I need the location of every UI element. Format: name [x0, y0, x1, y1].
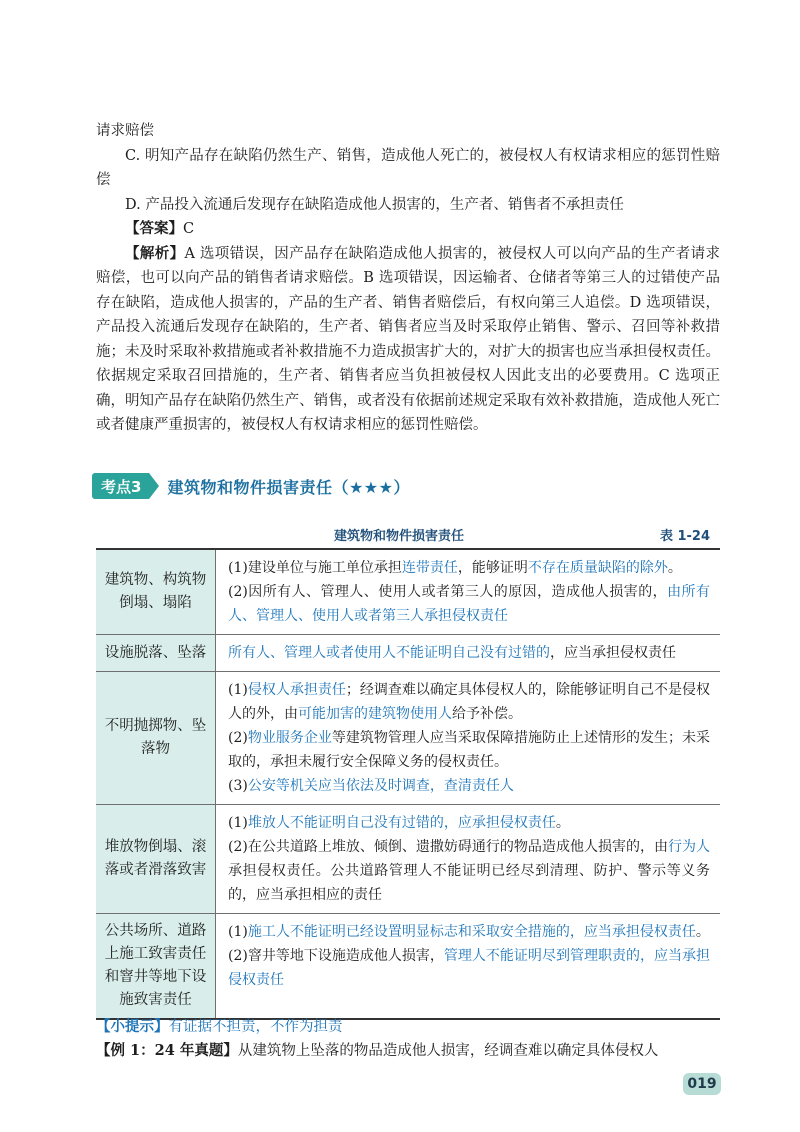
description-paragraph	[228, 811, 710, 835]
table-row-description	[216, 805, 720, 913]
description-paragraph	[228, 641, 710, 665]
highlighted-text: 由所有人、管理人、使用人或者第三人承担侵权责任	[228, 584, 710, 624]
section-header	[92, 471, 722, 501]
table-row	[96, 805, 720, 914]
plain-text: (1)	[228, 815, 248, 831]
example-label: 【例 1：24 年真题】	[96, 1042, 238, 1059]
plain-text: 。	[695, 924, 710, 940]
table-row-category: 堆放物倒塌、滚落或者滑落致害	[96, 805, 216, 913]
highlighted-text: 所有人、管理人或者使用人不能证明自己没有过错的	[228, 645, 550, 661]
highlighted-text: 堆放人不能证明自己没有过错的，应承担侵权责任	[247, 815, 556, 831]
highlighted-text: 施工人不能证明已经设置明显标志和采取安全措施的，应当承担侵权责任	[247, 924, 696, 940]
plain-text: (1)建设单位与施工单位承担	[228, 560, 402, 576]
liability-table	[96, 548, 720, 1020]
page-number: 019	[683, 1073, 721, 1095]
plain-text: (2)在公共道路上堆放、倾倒、遗撒妨碍通行的物品造成他人损害的，由	[228, 839, 668, 855]
plain-text: 给予补偿。	[452, 706, 522, 722]
plain-text: (3)	[228, 778, 248, 794]
highlighted-text: 行为人	[667, 839, 710, 855]
example-text: 从建筑物上坠落的物品造成他人损害，经调查难以确定具体侵权人	[237, 1043, 659, 1059]
table-row-category: 设施脱落、坠落	[96, 635, 216, 671]
highlighted-text: 不存在质量缺陷的除外	[527, 560, 668, 576]
description-paragraph	[228, 678, 710, 726]
analysis-text: A 选项错误，因产品存在缺陷造成他人损害的，被侵权人可以向产品的生产者请求赔偿，也可以向产品的销售者请求赔偿。B 选项错误，因运输者、仓储者等第三人的过错使产品存在缺陷，造成他人损害的，产品的生产者、销售者赔偿后，有权向第三人追偿。D 选项错误，产品投入流通后发现存在缺陷的，生产者、销售者应当及时采取停止销售、警示、召回等补救措施；未及时采取补救措施或者补救措施不力造成损害扩大的，对扩大的损害也应当承担侵权责任。依据规定采取召回措施的，生产者、销售者应当负担被侵权人因此支出的必要费用。C 选项正确，明知产品存在缺陷仍然生产、销售，或者没有依据前述规定采取有效补救措施，造成他人死亡或者健康严重损害的，被侵权人有权请求相应的惩罚性赔偿。	[96, 245, 721, 433]
table-caption	[96, 525, 720, 545]
highlighted-text: 物业服务企业	[247, 730, 332, 746]
plain-text: ，应当承担侵权责任	[550, 645, 676, 661]
table-row-description	[216, 914, 720, 1018]
question-tail	[96, 119, 720, 438]
table-row-description	[216, 635, 720, 671]
section-title: 建筑物和物件损害责任（★★★）	[167, 477, 410, 497]
plain-text: (2)窨井等地下设施造成他人损害，	[228, 948, 444, 964]
table-row	[96, 672, 720, 805]
highlighted-text: 可能加害的建筑物使用人	[298, 706, 452, 722]
plain-text: ，能够证明	[457, 560, 528, 576]
example-line	[96, 1040, 720, 1062]
description-paragraph	[228, 556, 710, 580]
analysis-label: 【解析】	[125, 244, 185, 262]
table-row-description	[216, 550, 720, 634]
section-badge: 考点3	[92, 473, 149, 499]
description-paragraph	[228, 920, 710, 944]
highlighted-text: 管理人不能证明尽到管理职责的，应当承担侵权责任	[228, 948, 710, 988]
highlighted-text: 侵权人承担责任	[247, 682, 346, 698]
plain-text: ；经调查难以确定具体侵权人的，除能够证明自己不是侵权人的外，由	[228, 682, 711, 722]
tip-label: 【小提示】	[96, 1018, 169, 1035]
description-paragraph	[228, 580, 710, 628]
description-paragraph	[228, 726, 710, 774]
option-c: C. 明知产品存在缺陷仍然生产、销售，造成他人死亡的，被侵权人有权请求相应的惩罚性赔偿	[96, 147, 720, 188]
tip-line	[96, 1016, 720, 1038]
table-row-category: 建筑物、构筑物倒塌、塌陷	[96, 550, 216, 634]
description-paragraph	[228, 944, 710, 992]
analysis-paragraph	[96, 242, 720, 438]
plain-text: 。	[555, 815, 570, 831]
table-row-category: 不明抛掷物、坠落物	[96, 672, 216, 804]
highlighted-text: 公安等机关应当依法及时调查，查清责任人	[247, 778, 514, 794]
plain-text: 等建筑物管理人应当采取保障措施防止上述情形的发生；未采取的，承担未履行安全保障义务的侵权责任。	[228, 730, 711, 770]
table-row	[96, 550, 720, 635]
option-d: D. 产品投入流通后发现存在缺陷造成他人损害的，生产者、销售者不承担责任	[125, 196, 624, 213]
answer-label: 【答案】	[125, 220, 183, 237]
question-line-continuation: 请求赔偿	[96, 123, 154, 139]
plain-text: (2)因所有人、管理人、使用人或者第三人的原因，造成他人损害的，	[228, 584, 668, 600]
table-row-category: 公共场所、道路上施工致害责任和窨井等地下设施致害责任	[96, 914, 216, 1018]
highlighted-text: 连带责任	[401, 560, 458, 576]
plain-text: (1)	[228, 924, 248, 940]
table-row-description	[216, 672, 720, 804]
plain-text: 承担侵权责任。公共道路管理人不能证明已经尽到清理、防护、警示等义务的，应当承担相应的责任	[228, 863, 710, 903]
table-caption-title: 建筑物和物件损害责任	[334, 529, 465, 544]
answer-line	[96, 217, 720, 242]
table-number: 表 1-24	[659, 529, 710, 544]
description-paragraph	[228, 835, 710, 907]
table-row	[96, 635, 720, 672]
plain-text: (1)	[228, 682, 248, 698]
plain-text: (2)	[228, 730, 248, 746]
answer-value: C	[183, 221, 195, 237]
tip-text: 有证据不担责，不作为担责	[168, 1019, 343, 1035]
table-row	[96, 914, 720, 1018]
description-paragraph	[228, 774, 710, 798]
plain-text: 。	[667, 560, 682, 576]
